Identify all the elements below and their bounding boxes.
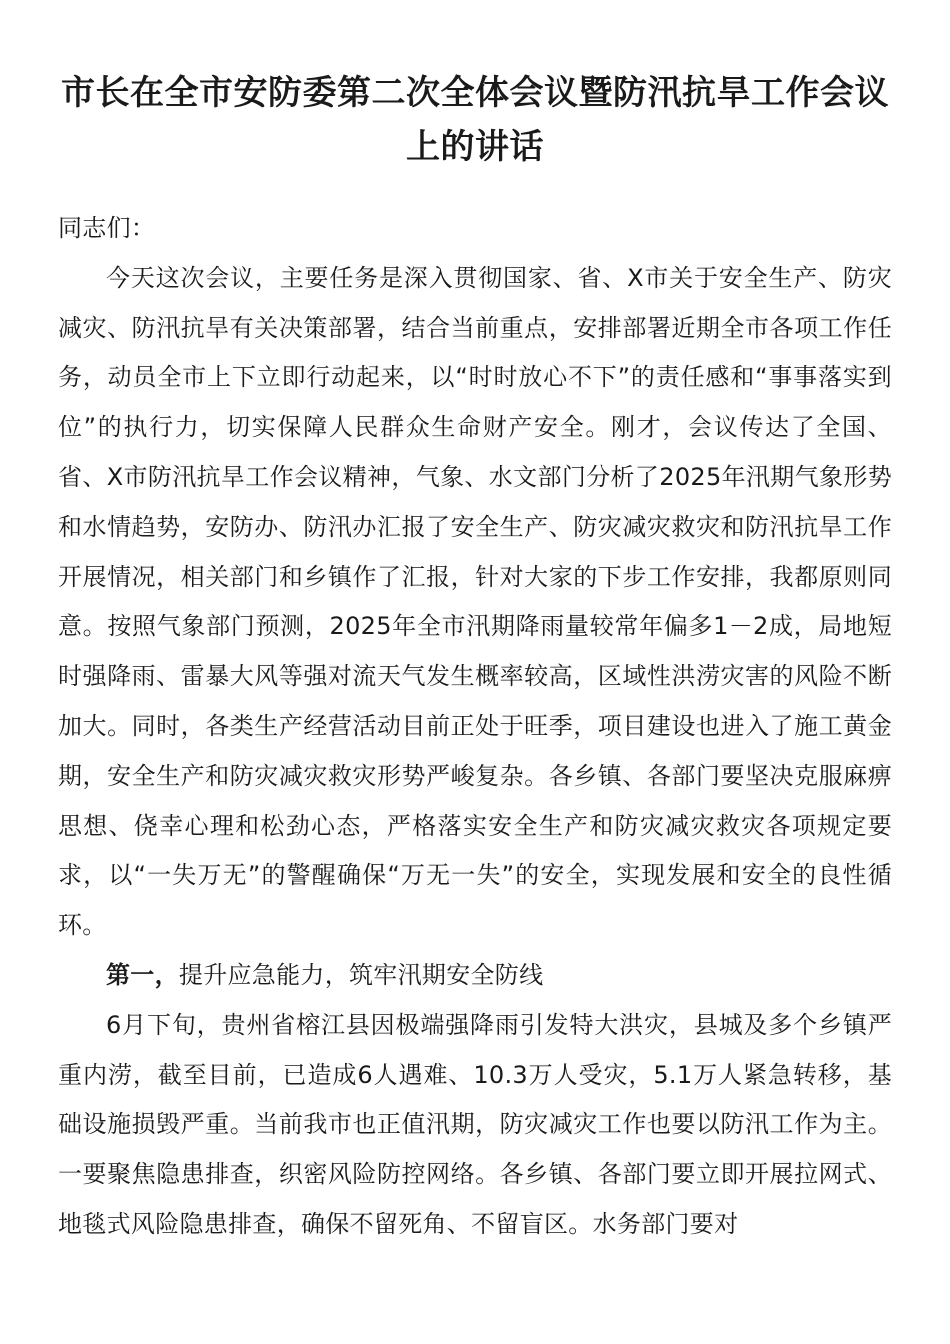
section-heading-label: 第一， xyxy=(106,960,179,989)
section-heading-text: 提升应急能力，筑牢汛期安全防线 xyxy=(178,960,544,989)
intro-paragraph: 今天这次会议，主要任务是深入贯彻国家、省、X市关于安全生产、防灾减灾、防汛抗旱有关决策部署，结合当前重点，安排部署近期全市各项工作任务，动员全市上下立即行动起来，以“时时放心不下”的责任感和“事事落实到位”的执行力，切实保障人民群众生命财产安全。刚才，会议传达了全国、省、X市防汛抗旱工作会议精神，气象、水文部门分析了2025年汛期气象形势和水情趋势，安防办、防汛办汇报了安全生产、防灾减灾救灾和防汛抗旱工作开展情况，相关部门和乡镇作了汇报，针对大家的下步工作安排，我都原则同意。按照气象部门预测，2025年全市汛期降雨量较常年偏多1－2成，局地短时强降雨、雷暴大风等强对流天气发生概率较高，区域性洪涝灾害的风险不断加大。同时，各类生产经营活动目前正处于旺季，项目建设也进入了施工黄金期，安全生产和防灾减灾救灾形势严峻复杂。各乡镇、各部门要坚决克服麻痹思想、侥幸心理和松劲心态，严格落实安全生产和防灾减灾救灾各项规定要求，以“一失万无”的警醒确保“万无一失”的安全，实现发展和安全的良性循环。 xyxy=(58,263,892,940)
section-paragraph: 6月下旬，贵州省榕江县因极端强降雨引发特大洪灾，县城及多个乡镇严重内涝，截至目前，已造成6人遇难、10.3万人受灾，5.1万人紧急转移，基础设施损毁严重。当前我市也正值汛期，防灾减灾工作也要以防汛工作为主。一要聚焦隐患排查，织密风险防控网络。各乡镇、各部门要立即开展拉网式、地毯式风险隐患排查，确保不留死角、不留盲区。水务部门要对 xyxy=(58,1010,892,1238)
salutation: 同志们： xyxy=(58,214,156,242)
document-title: 市长在全市安防委第二次全体会议暨防汛抗旱工作会议上的讲话 xyxy=(61,73,889,167)
document-body xyxy=(58,204,892,1250)
section-heading xyxy=(58,951,892,1001)
